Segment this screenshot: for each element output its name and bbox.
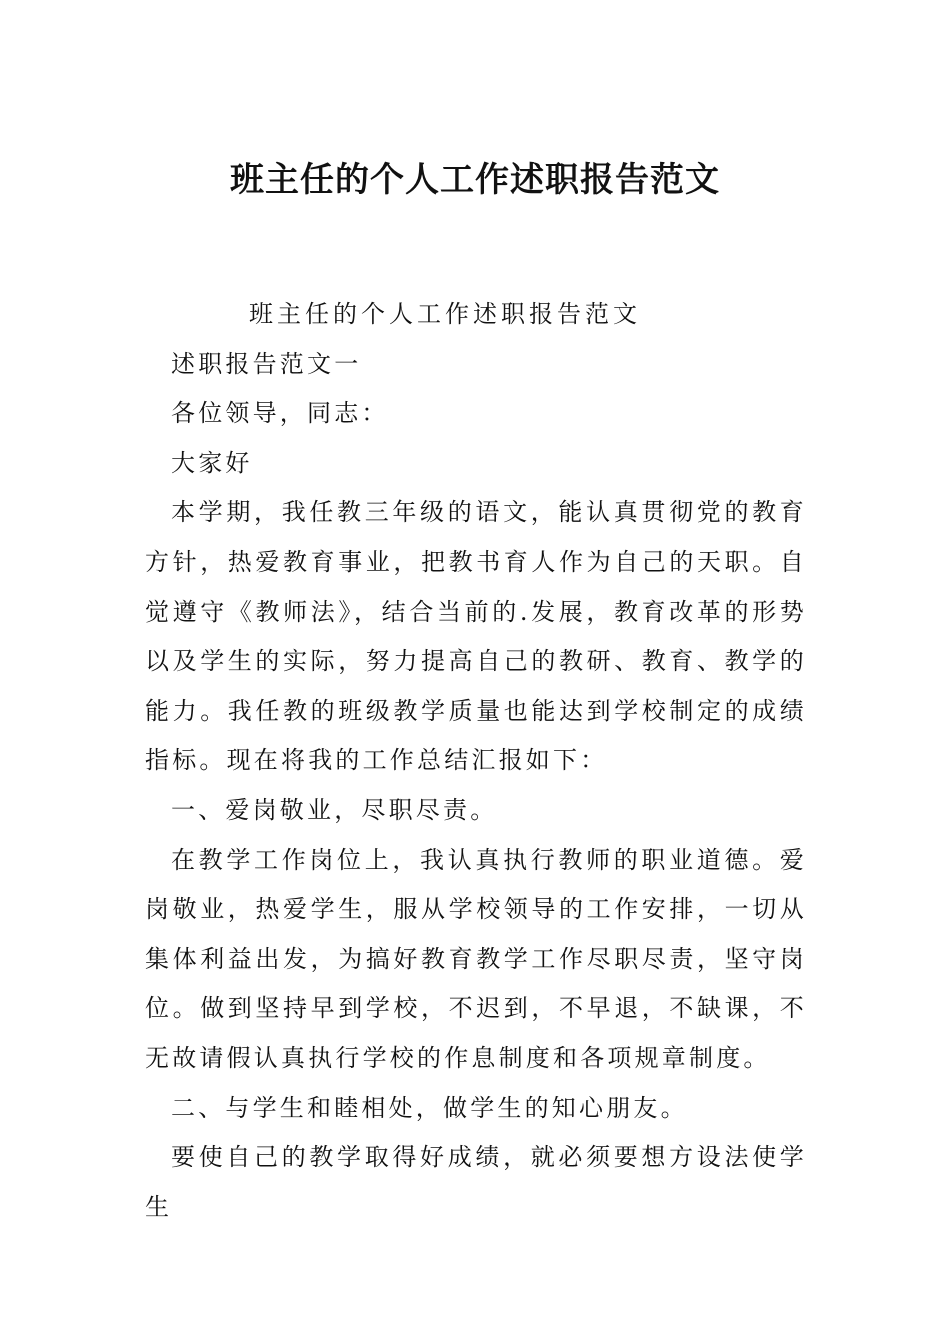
- body-paragraph: 在教学工作岗位上，我认真执行教师的职业道德。爱岗敬业，热爱学生，服从学校领导的工作安排，一切从集体利益出发，为搞好教育教学工作尽职尽责，坚守岗位。做到坚持早到学校，不迟到，不早退，不缺课，不无故请假认真执行学校的作息制度和各项规章制度。: [145, 845, 807, 1072]
- document-subtitle: 班主任的个人工作述职报告范文: [249, 300, 641, 328]
- section-heading: 一、爱岗敬业，尽职尽责。: [171, 795, 498, 824]
- body-paragraph: 要使自己的教学取得好成绩，就必须要想方设法使学生: [145, 1143, 807, 1221]
- salutation: 各位领导，同志：: [171, 399, 389, 428]
- document-body: [145, 290, 807, 1232]
- section-heading: 述职报告范文一: [171, 349, 362, 378]
- section-heading: 二、与学生和睦相处，做学生的知心朋友。: [171, 1093, 688, 1122]
- greeting: 大家好: [171, 448, 253, 477]
- document-title: 班主任的个人工作述职报告范文: [230, 160, 720, 200]
- body-paragraph: 本学期，我任教三年级的语文，能认真贯彻党的教育方针，热爱教育事业，把教书育人作为自己的天职。自觉遵守《教师法》，结合当前的.发展，教育改革的形势以及学生的实际，努力提高自己的教研、教育、教学的能力。我任教的班级教学质量也能达到学校制定的成绩指标。现在将我的工作总结汇报如下：: [145, 498, 807, 775]
